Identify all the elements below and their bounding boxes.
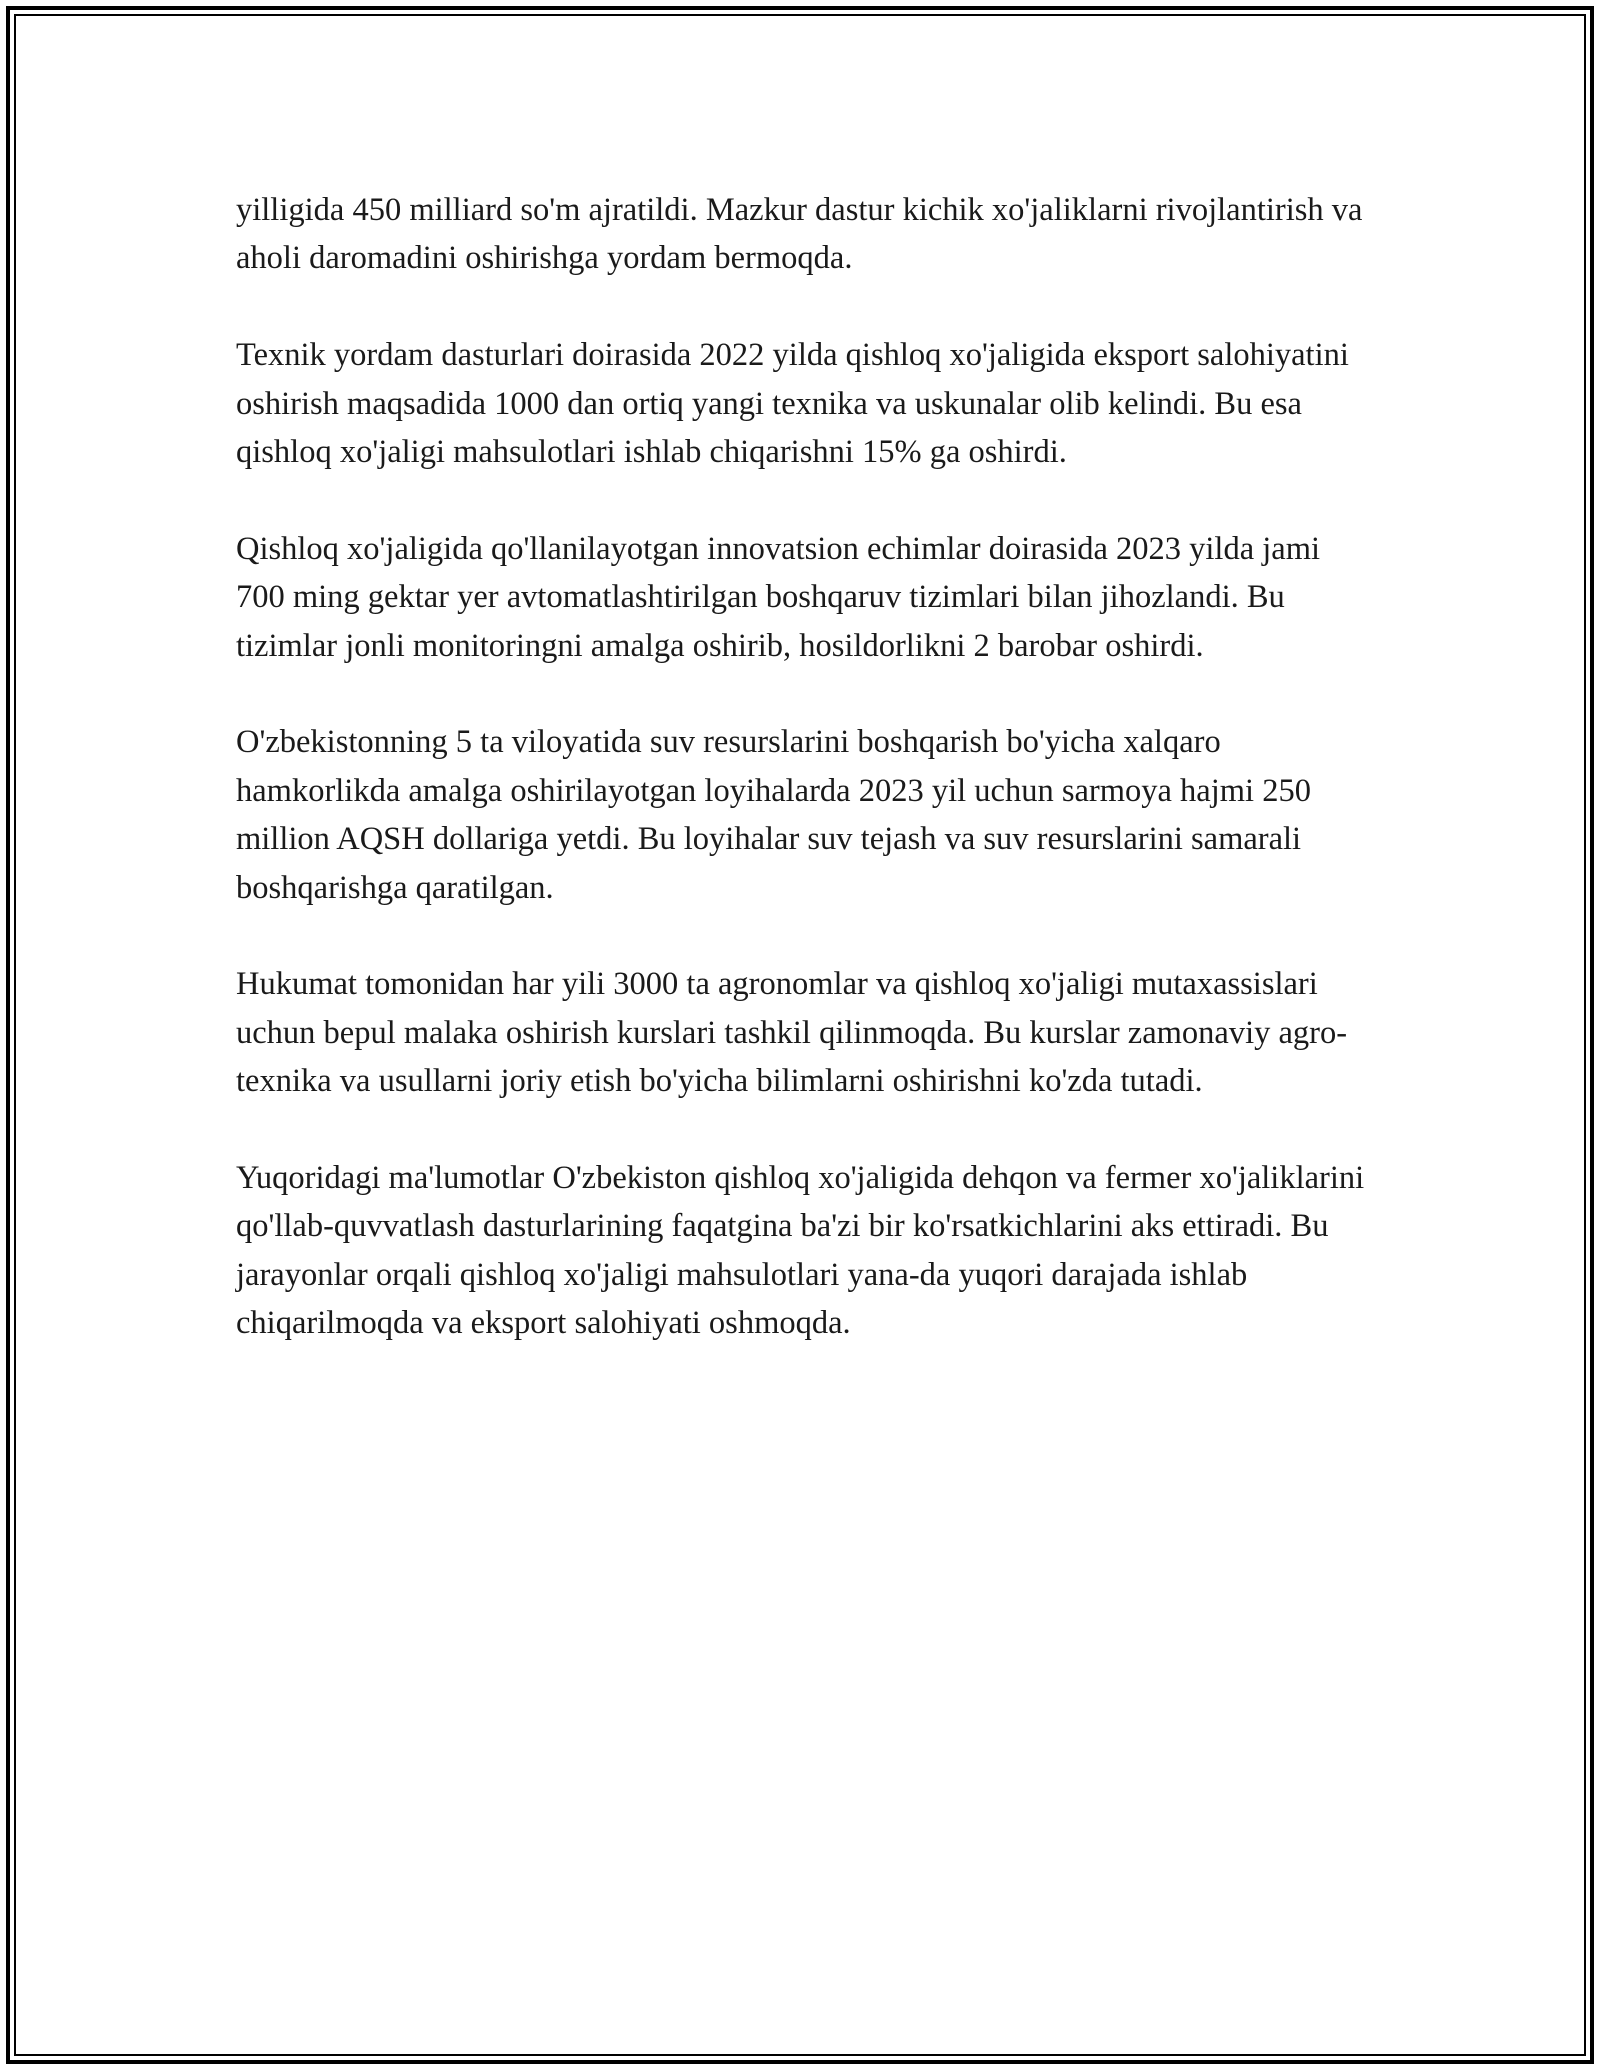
paragraph: yilligida 450 milliard so'm ajratildi. Mazkur dastur kichik xo'jaliklarni rivojlantirish va aholi daromadini oshirishga yordam bermoqda. (236, 192, 1363, 277)
paragraph: Qishloq xo'jaligida qo'llanilayotgan innovatsion echimlar doirasida 2023 yilda jami 700 ming gektar yer avtomatlashtirilgan boshqaruv tizimlari bilan jihozlandi. Bu tizimlar jonli monitoringni amalga oshirib, hosildorlikni 2 barobar oshirdi. (236, 530, 1321, 664)
paragraph: Texnik yordam dasturlari doirasida 2022 yilda qishloq xo'jaligida eksport salohiyatini oshirish maqsadida 1000 dan ortiq yangi texnika va uskunalar olib kelindi. Bu esa qishloq xo'jaligi mahsulotlari ishlab chiqarishni 15% ga oshirdi. (236, 337, 1349, 471)
paragraph: Hukumat tomonidan har yili 3000 ta agronomlar va qishloq xo'jaligi mutaxassislari uchun bepul malaka oshirish kurslari tashkil qilinmoqda. Bu kurslar zamonaviy agro-texnika va usullarni joriy etish bo'yicha bilimlarni oshirishni ko'zda tutadi. (236, 966, 1348, 1100)
paragraph: Yuqoridagi ma'lumotlar O'zbekiston qishloq xo'jaligida dehqon va fermer xo'jaliklarini qo'llab-quvvatlash dasturlarining faqatgina ba'zi bir ko'rsatkichlarini aks ettiradi. Bu jarayonlar orqali qishloq xo'jaligi mahsulotlari yana-da yuqori darajada ishlab chiqarilmoqda va eksport salohiyati oshmoqda. (236, 1160, 1365, 1342)
document-body (236, 186, 1376, 1348)
paragraph: O'zbekistonning 5 ta viloyatida suv resurslarini boshqarish bo'yicha xalqaro hamkorlikda amalga oshirilayotgan loyihalarda 2023 yil uchun sarmoya hajmi 250 million AQSH dollariga yetdi. Bu loyihalar suv tejash va suv resurslarini samarali boshqarishga qaratilgan. (236, 724, 1311, 906)
